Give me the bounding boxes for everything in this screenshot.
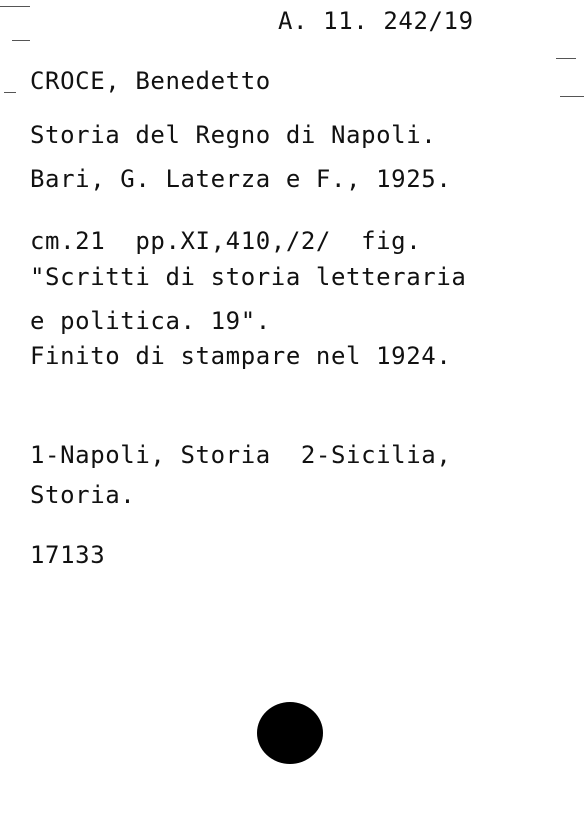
scan-speck	[4, 92, 16, 93]
punch-hole	[257, 702, 323, 764]
scan-speck	[0, 6, 30, 7]
accession-number: 17133	[30, 541, 106, 569]
scan-speck	[560, 96, 584, 97]
scan-speck	[556, 58, 576, 59]
subject-headings-line-1: 1-Napoli, Storia 2-Sicilia,	[30, 441, 452, 469]
imprint: Bari, G. Laterza e F., 1925.	[30, 165, 452, 193]
collation: cm.21 pp.XI,410,/2/ fig.	[30, 227, 422, 255]
shelfmark: A. 11. 242/19	[278, 7, 474, 35]
scan-speck	[12, 40, 30, 41]
author-heading: CROCE, Benedetto	[30, 67, 271, 95]
series-statement-line-2: e politica. 19".	[30, 307, 271, 335]
series-statement-line-1: "Scritti di storia letteraria	[30, 263, 467, 291]
subject-headings-line-2: Storia.	[30, 481, 136, 509]
book-title: Storia del Regno di Napoli.	[30, 121, 437, 149]
printing-note: Finito di stampare nel 1924.	[30, 342, 452, 370]
